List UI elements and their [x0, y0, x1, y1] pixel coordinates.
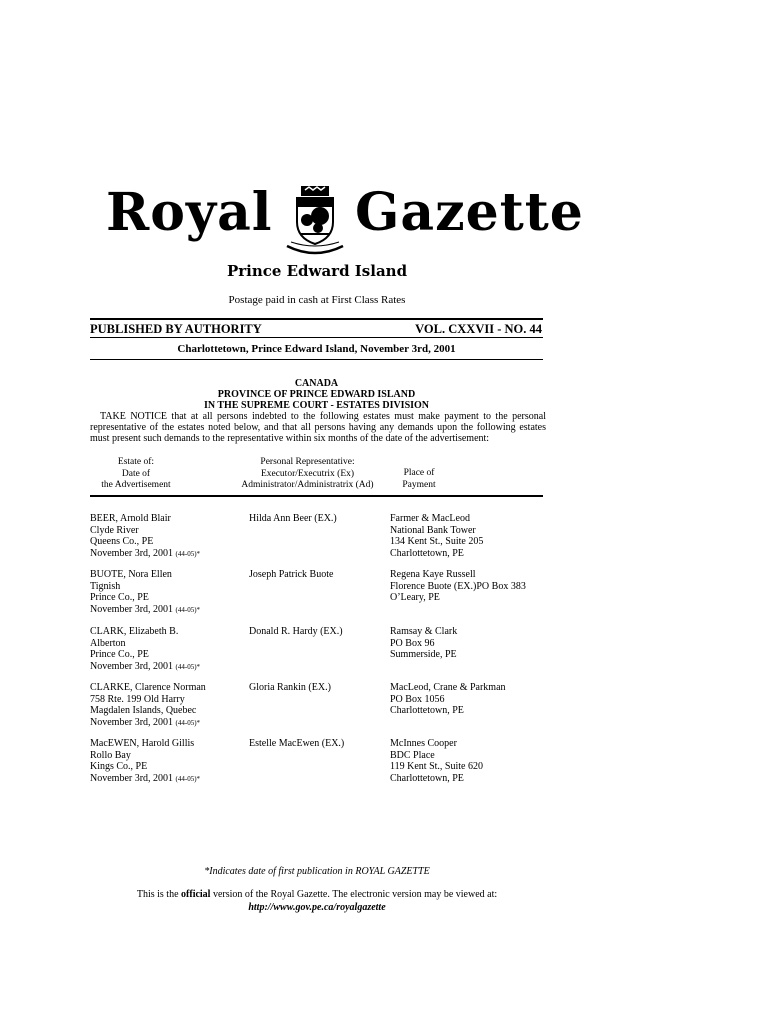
- date-text: November 3rd, 2001: [90, 603, 174, 615]
- place-of-payment: [390, 682, 555, 717]
- court-heading-country: CANADA: [294, 378, 339, 389]
- issue-code: (44-05)*: [175, 662, 201, 671]
- estate-address: Alberton: [90, 637, 126, 649]
- personal-representative: Donald R. Hardy (EX.): [249, 626, 343, 637]
- column-heading-line: Place of: [403, 468, 435, 478]
- date-text: November 3rd, 2001: [90, 547, 174, 559]
- issue-code: (44-05)*: [175, 605, 201, 614]
- court-heading-province: PROVINCE OF PRINCE EDWARD ISLAND: [217, 389, 416, 400]
- issue-code: (44-05)*: [175, 774, 201, 783]
- masthead-title-royal: Royal: [106, 182, 273, 243]
- payment-line: Ramsay & Clark: [390, 626, 458, 637]
- place-of-payment: [390, 569, 555, 604]
- official-statement: [0, 888, 634, 901]
- estate-details: [90, 569, 245, 616]
- payment-line: Charlottetown, PE: [390, 772, 464, 784]
- personal-representative: Joseph Patrick Buote: [249, 569, 334, 580]
- column-heading-line: Personal Representative:: [260, 457, 355, 467]
- column-heading-line: Executor/Executrix (Ex): [260, 468, 355, 479]
- place-of-payment: [390, 738, 555, 784]
- payment-line: PO Box 96: [390, 637, 435, 649]
- payment-line: McInnes Cooper: [390, 738, 457, 749]
- official-version-note: [0, 888, 634, 914]
- advertisement-date: [90, 604, 245, 617]
- masthead-subtitle: Prince Edward Island: [226, 262, 408, 280]
- place-of-payment: [390, 513, 555, 559]
- advertisement-date: [90, 661, 245, 674]
- issue-code: (44-05)*: [175, 718, 201, 727]
- payment-line: PO Box 1056: [390, 693, 445, 705]
- column-heading-line: the Advertisement: [101, 480, 171, 490]
- column-heading-line: Payment: [402, 479, 436, 490]
- payment-line: 134 Kent St., Suite 205: [390, 536, 484, 547]
- column-heading-payment: [393, 468, 445, 491]
- payment-line: MacLeod, Crane & Parkman: [390, 682, 506, 693]
- estate-address: Tignish: [90, 580, 121, 592]
- estate-region: Prince Co., PE: [90, 592, 149, 603]
- column-heading-representative: [230, 457, 385, 492]
- estate-name: CLARKE, Clarence Norman: [90, 682, 206, 693]
- masthead-title-gazette: Gazette: [355, 182, 584, 243]
- masthead: [100, 178, 584, 258]
- issue-code: (44-05)*: [175, 549, 201, 558]
- header-rule-middle: [90, 337, 543, 338]
- date-text: November 3rd, 2001: [90, 716, 174, 728]
- estate-region: Magdalen Islands, Quebec: [90, 705, 197, 716]
- payment-line: Regena Kaye Russell: [390, 569, 476, 580]
- advertisement-date: [90, 548, 245, 561]
- advertisement-date: [90, 717, 245, 730]
- dateline: Charlottetown, Prince Edward Island, November 3rd, 2001: [177, 343, 456, 355]
- estate-details: [90, 738, 245, 785]
- date-text: November 3rd, 2001: [90, 772, 174, 784]
- official-text-pre: This is the: [136, 889, 182, 900]
- coat-of-arms-icon: [283, 184, 347, 256]
- payment-line: Charlottetown, PE: [390, 547, 464, 559]
- estate-details: [90, 682, 245, 729]
- estate-details: [90, 626, 245, 673]
- personal-representative: Gloria Rankin (EX.): [249, 682, 331, 693]
- payment-line: BDC Place: [390, 749, 435, 761]
- estate-details: [90, 513, 245, 560]
- header-rule-bottom: [90, 359, 543, 360]
- column-heading-line: Administrator/Administratrix (Ad): [241, 480, 374, 490]
- postage-note: Postage paid in cash at First Class Rates: [228, 294, 406, 306]
- personal-representative: Hilda Ann Beer (EX.): [249, 513, 337, 524]
- column-heading-estate: [88, 457, 184, 492]
- personal-representative: Estelle MacEwen (EX.): [249, 738, 345, 749]
- notice-text: TAKE NOTICE that at all persons indebted to the following estates must make payment to the personal representative of the estates noted below, and that all persons having any demands upon the following estates must present such demands to the representative within six months of the date of the advertisement:: [90, 411, 546, 444]
- estate-name: BEER, Arnold Blair: [90, 513, 171, 524]
- volume-number: VOL. CXXVII - NO. 44: [415, 322, 542, 336]
- footnote: *Indicates date of first publication in ROYAL GAZETTE: [204, 866, 430, 877]
- estate-region: Prince Co., PE: [90, 649, 149, 660]
- payment-line: Charlottetown, PE: [390, 705, 464, 716]
- column-heading-line: Estate of:: [117, 457, 155, 467]
- court-heading-division: IN THE SUPREME COURT - ESTATES DIVISION: [203, 400, 430, 411]
- gazette-url-link[interactable]: http://www.gov.pe.ca/royalgazette: [248, 902, 386, 913]
- payment-line: O’Leary, PE: [390, 592, 440, 603]
- estate-name: BUOTE, Nora Ellen: [90, 569, 172, 580]
- payment-line: Summerside, PE: [390, 649, 457, 660]
- advertisement-date: [90, 773, 245, 786]
- estate-address: 758 Rte. 199 Old Harry: [90, 693, 185, 705]
- estate-name: MacEWEN, Harold Gillis: [90, 738, 195, 749]
- column-heading-line: Date of: [121, 468, 151, 479]
- table-header-rule: [90, 495, 543, 497]
- estate-address: Clyde River: [90, 524, 139, 536]
- payment-line: National Bank Tower: [390, 524, 476, 536]
- date-text: November 3rd, 2001: [90, 660, 174, 672]
- payment-line: 119 Kent St., Suite 620: [390, 761, 483, 772]
- estate-region: Kings Co., PE: [90, 761, 148, 772]
- official-text-bold: official: [181, 889, 211, 900]
- official-text-post: version of the Royal Gazette. The electronic version may be viewed at:: [210, 889, 498, 900]
- payment-line: Florence Buote (EX.)PO Box 383: [390, 580, 526, 592]
- estate-region: Queens Co., PE: [90, 536, 154, 547]
- published-by-authority: PUBLISHED BY AUTHORITY: [90, 322, 262, 336]
- notice-paragraph: [90, 411, 546, 444]
- header-rule-top: [90, 318, 543, 320]
- payment-line: Farmer & MacLeod: [390, 513, 470, 524]
- place-of-payment: [390, 626, 555, 661]
- estate-name: CLARK, Elizabeth B.: [90, 626, 179, 637]
- estate-address: Rollo Bay: [90, 749, 131, 761]
